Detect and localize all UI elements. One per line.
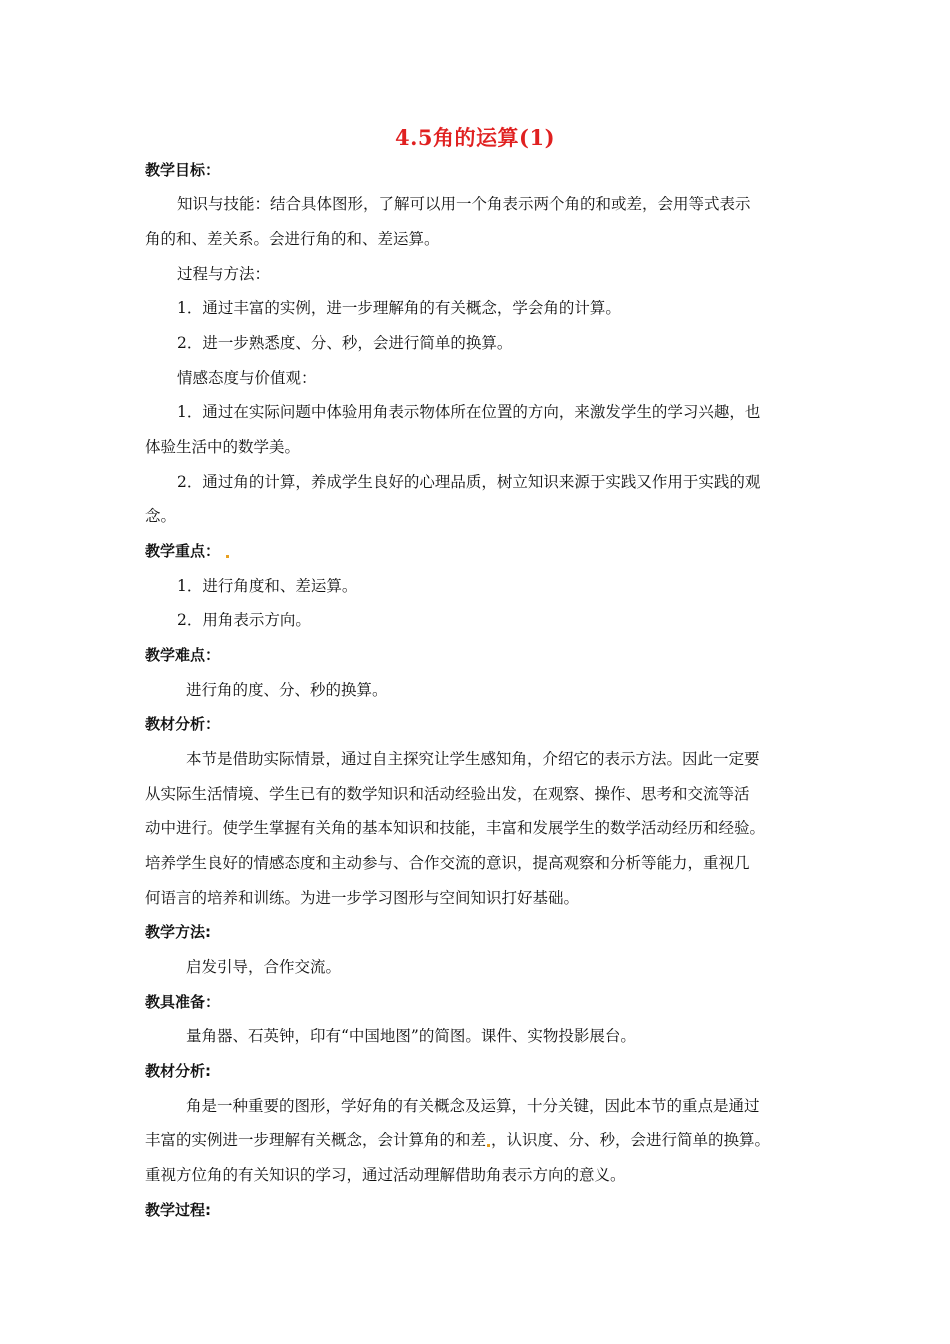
analysis1-line-2: 从实际生活情境、学生已有的数学知识和活动经验出发，在观察、操作、思考和交流等活	[145, 785, 750, 803]
document-title: 4.5角的运算(1)	[394, 125, 556, 150]
objectives-emotion-label: 情感态度与价值观：	[177, 369, 317, 387]
analysis2-line-2	[145, 1130, 815, 1150]
heading-objectives: 教学目标：	[145, 161, 221, 179]
objectives-emotion-item-2b: 念。	[145, 507, 177, 525]
analysis1-line-1: 本节是借助实际情景，通过自主探究让学生感知角，介绍它的表示方法。因此一定要	[186, 750, 760, 768]
keypoint-item-1: 1．进行角度和、差运算。	[177, 577, 358, 595]
objectives-process-item-2: 2．进一步熟悉度、分、秒，会进行简单的换算。	[177, 334, 513, 352]
analysis2-line-3: 重视方位角的有关知识的学习，通过活动理解借助角表示方向的意义。	[145, 1166, 626, 1184]
heading-analysis-1: 教材分析：	[145, 715, 221, 733]
objectives-knowledge-line-1: 知识与技能：结合具体图形，了解可以用一个角表示两个角的和或差，会用等式表示	[177, 195, 751, 213]
analysis1-line-3: 动中进行。使学生掌握有关角的基本知识和技能，丰富和发展学生的数学活动经历和经验。	[145, 819, 766, 837]
highlight-dot-icon	[487, 1144, 490, 1147]
objectives-process-item-1: 1．通过丰富的实例，进一步理解角的有关概念，学会角的计算。	[177, 299, 621, 317]
heading-method: 教学方法:	[145, 923, 211, 941]
heading-tools: 教具准备：	[145, 993, 221, 1011]
difficulty-text: 进行角的度、分、秒的换算。	[186, 681, 388, 699]
highlight-dot-icon	[226, 555, 229, 558]
heading-keypoints: 教学重点：	[145, 542, 221, 560]
keypoint-item-2: 2．用角表示方向。	[177, 611, 311, 629]
objectives-knowledge-line-2: 角的和、差关系。会进行角的和、差运算。	[145, 230, 440, 248]
analysis1-line-5: 何语言的培养和训练。为进一步学习图形与空间知识打好基础。	[145, 889, 580, 907]
analysis1-line-4: 培养学生良好的情感态度和主动参与、合作交流的意识，提高观察和分析等能力，重视几	[145, 854, 750, 872]
analysis2-line-1: 角是一种重要的图形，学好角的有关概念及运算，十分关键，因此本节的重点是通过	[186, 1097, 760, 1115]
heading-process: 教学过程:	[145, 1201, 211, 1219]
method-text: 启发引导，合作交流。	[186, 958, 342, 976]
tools-text: 量角器、石英钟，印有“中国地图”的简图。课件、实物投影展台。	[186, 1027, 636, 1045]
heading-difficulty: 教学难点：	[145, 646, 221, 664]
objectives-process-label: 过程与方法：	[177, 265, 271, 283]
heading-keypoints-row	[145, 541, 815, 561]
objectives-emotion-item-1a: 1．通过在实际问题中体验用角表示物体所在位置的方向，来激发学生的学习兴趣，也	[177, 403, 761, 421]
objectives-emotion-item-1b: 体验生活中的数学美。	[145, 438, 301, 456]
heading-analysis-2: 教材分析:	[145, 1062, 211, 1080]
analysis2-line-2b: ，认识度、分、秒，会进行简单的换算。	[491, 1131, 771, 1149]
analysis2-line-2a: 丰富的实例进一步理解有关概念，会计算角的和差	[145, 1131, 487, 1149]
objectives-emotion-item-2a: 2．通过角的计算，养成学生良好的心理品质，树立知识来源于实践又作用于实践的观	[177, 473, 761, 491]
